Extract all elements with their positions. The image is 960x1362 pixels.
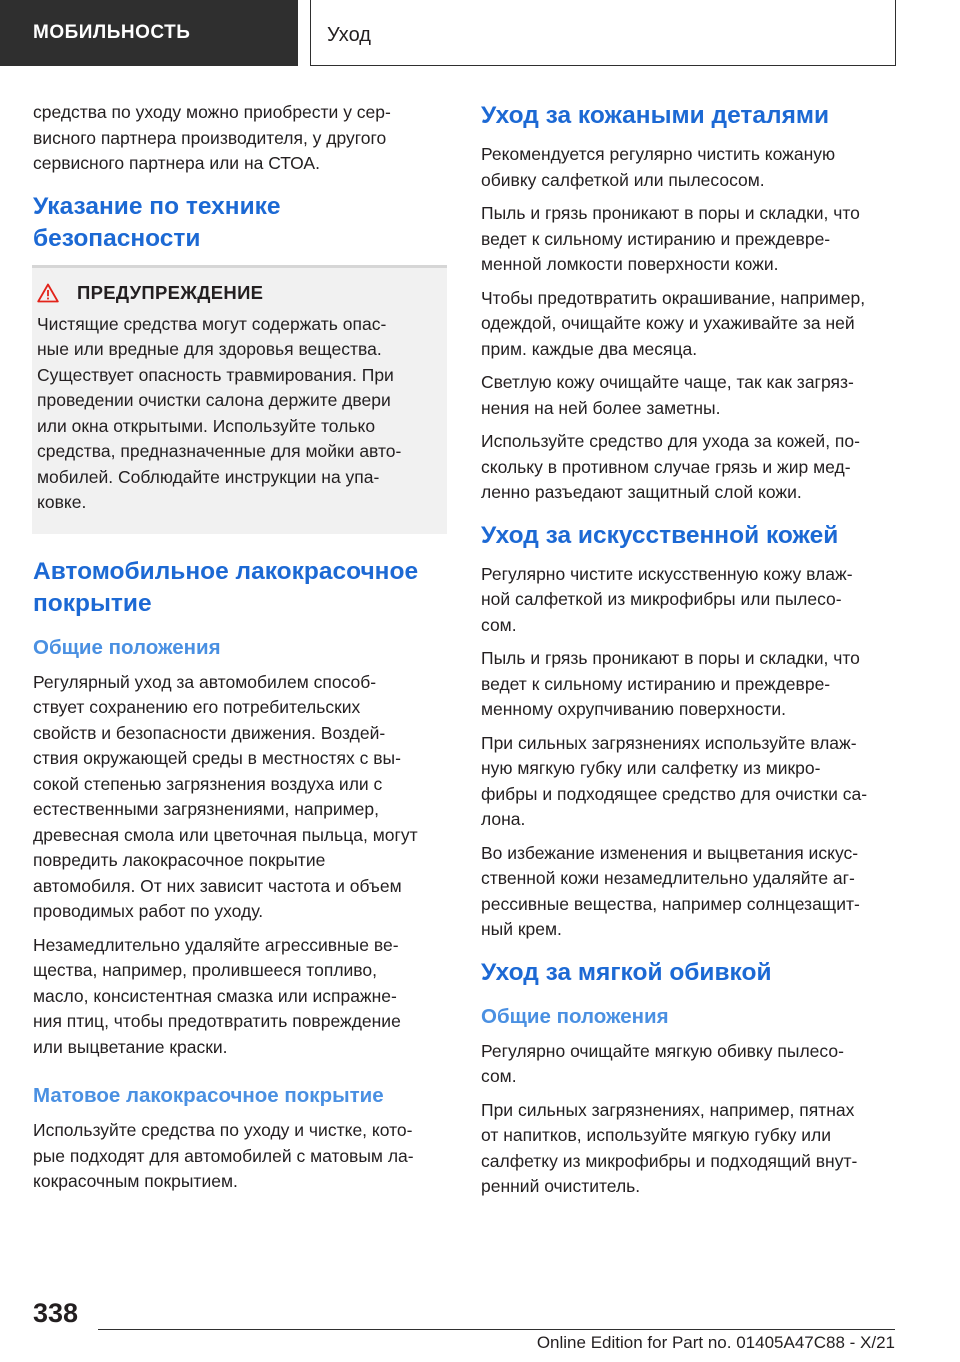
general-paragraph-2: Незамедлительно удаляйте агрессивные ве‐ щества, например, пролившееся топливо, масло, консистентная смазка или испражне‐ ния птиц, чтобы предотвратить повреждение или выцветание краски. bbox=[33, 934, 401, 1057]
leather-paragraph-5: Используйте средство для ухода за кожей, по‐ скольку в противном случае грязь и жир мед‐ ленно разъедают защитный слой кожи. bbox=[481, 431, 860, 502]
leather-heading: Уход за кожаными деталями bbox=[481, 102, 830, 129]
leather-paragraph-3: Чтобы предотвратить окрашивание, например, одеждой, очищайте кожу и ухаживайте за ней прим. каждые два месяца. bbox=[481, 287, 866, 359]
section-title: Уход bbox=[310, 0, 896, 66]
soft-general-heading: Общие положения bbox=[481, 1004, 669, 1028]
intro-paragraph: средства по уходу можно приобрести у сер‐ висного партнера производителя, у другого сервисного партнера или на СТОА. bbox=[33, 102, 391, 173]
soft-paragraph-2: При сильных загрязнениях, например, пятнах от напитков, используйте мягкую губку или салфетку из микрофибры и подходящий внут‐ ренний очиститель. bbox=[481, 1099, 858, 1196]
paint-heading: Автомобильное лакокрасочное покрытие bbox=[33, 557, 419, 617]
leather-paragraph-1: Рекомендуется регулярно чистить кожаную обивку салфеткой или пылесосом. bbox=[481, 144, 836, 190]
warning-box bbox=[32, 265, 447, 534]
artificial-leather-heading: Уход за искусственной кожей bbox=[481, 521, 839, 549]
general-paragraph-1: Регулярный уход за автомобилем способ‐ ствует сохранению его потребительских свойств и безопасности движения. Воздей‐ ствия окружающей среды в местностях с вы‐ сокой степенью загрязнения воздуха или с естественными загрязнениями, например, древесная смола или цветочная пыльца, могут повредить лакокрасочное покрытие автомобиля. От них зависит частота и объем проводимых работ по уходу. bbox=[33, 671, 418, 921]
page-number: 338 bbox=[33, 1298, 79, 1328]
safety-heading: Указание по технике безопасности bbox=[33, 192, 281, 252]
artificial-paragraph-1: Регулярно чистите искусственную кожу влаж‐ ной салфеткой из микрофибры или пылесо‐ сом. bbox=[481, 563, 853, 635]
page-header bbox=[0, 0, 960, 66]
matte-paragraph: Используйте средства по уходу и чистке, кото‐ рые подходят для автомобилей с матовым ла‐ кокрасочным покрытием. bbox=[33, 1120, 414, 1191]
chapter-tab: МОБИЛЬНОСТЬ bbox=[0, 0, 298, 66]
footer-divider bbox=[98, 1329, 895, 1330]
general-heading: Общие положения bbox=[33, 635, 221, 659]
warning-title: ПРЕДУПРЕЖДЕНИЕ bbox=[77, 281, 264, 303]
soft-upholstery-heading: Уход за мягкой обивкой bbox=[481, 958, 772, 986]
artificial-paragraph-4: Во избежание изменения и выцветания искус‐ ственной кожи незамедлительно удаляйте аг‐ рессивные вещества, например солнцезащит‐ ный крем. bbox=[481, 842, 860, 939]
left-column bbox=[33, 100, 447, 1203]
warning-text: Чистящие средства могут содержать опас‐ ные или вредные для здоровья вещества. Существует опасность травмирования. При проведении очистки салона держите двери или окна открытыми. Используйте только средства, предназначенные для мойки авто‐ мобилей. Соблюдайте инструкции на упа‐ ковке. bbox=[37, 313, 402, 512]
matte-heading: Матовое лакокрасочное покрытие bbox=[33, 1084, 384, 1107]
artificial-paragraph-2: Пыль и грязь проникают в поры и складки, что ведет к сильному истиранию и преждевре‐ менному охрупчиванию поверхности. bbox=[481, 648, 860, 719]
artificial-paragraph-3: При сильных загрязнениях используйте влаж‐ ную мягкую губку или салфетку из микро‐ фибры и подходящее средство для очистки са‐ лона. bbox=[481, 732, 868, 829]
soft-paragraph-1: Регулярно очищайте мягкую обивку пылесо‐ сом. bbox=[481, 1040, 844, 1086]
leather-paragraph-2: Пыль и грязь проникают в поры и складки, что ведет к сильному истиранию и преждевре‐ менной ломкости поверхности кожи. bbox=[481, 203, 860, 274]
warning-header bbox=[37, 282, 447, 304]
leather-paragraph-4: Светлую кожу очищайте чаще, так как загряз‐ нения на ней более заметны. bbox=[481, 372, 854, 418]
warning-triangle-icon bbox=[37, 283, 59, 303]
footer-edition: Online Edition for Part no. 01405A47C88 - X/21 bbox=[536, 1333, 895, 1352]
right-column bbox=[481, 100, 895, 1208]
